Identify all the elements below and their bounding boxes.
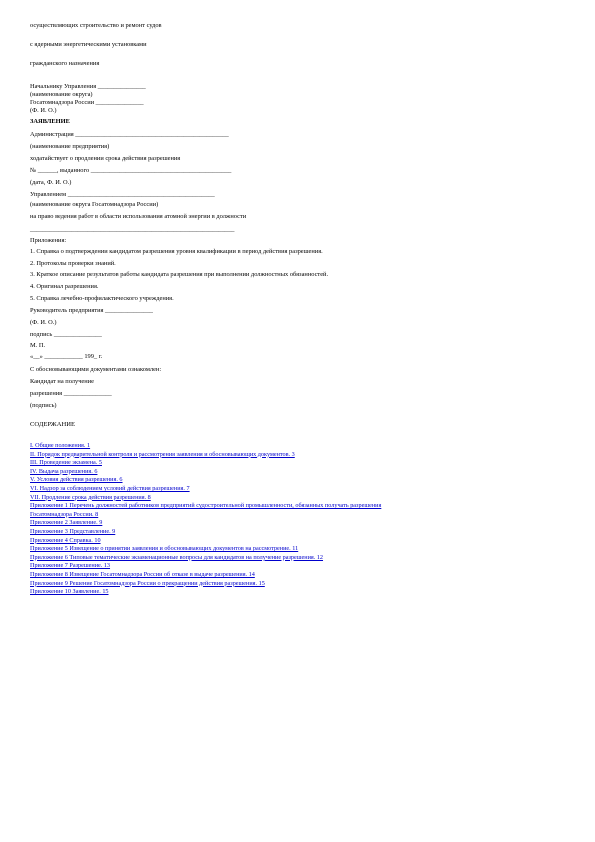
toc-link[interactable]: I. Общие положения. 1 bbox=[30, 442, 91, 449]
to-head: Начальнику Управления _______________ bbox=[30, 83, 146, 90]
toc-link[interactable]: III. Проведение экзамена. 5 bbox=[30, 459, 102, 467]
toc-link[interactable]: Приложение 4 Справка. 10 bbox=[30, 536, 101, 544]
permit-line: разрешения _______________ bbox=[30, 390, 112, 397]
position-underline: ________________________________________________________________ bbox=[30, 226, 235, 233]
department-hint: (наименование округа Госатомнадзора России) bbox=[30, 201, 159, 208]
toc-link[interactable]: Приложение 9 Решение Госатомнадзора России о прекращении действия разрешения. 15 bbox=[30, 579, 265, 587]
toc-link[interactable]: V. Условия действия разрешения. 6 bbox=[30, 476, 123, 484]
form-title: ЗАЯВЛЕНИЕ bbox=[30, 118, 70, 125]
toc-link[interactable]: Приложение 1 Перечень должностей работников предприятий судостроительной промышленности, обязанных получать разрешения bbox=[30, 502, 382, 510]
permit-number: № ______, выданного ____________________________________________ bbox=[30, 167, 232, 174]
right-text: на право ведения работ в области использования атомной энергии в должности bbox=[30, 213, 247, 220]
petition: ходатайствует о продлении срока действия разрешения bbox=[30, 155, 181, 162]
header-line-3: гражданского назначения bbox=[30, 60, 100, 67]
toc-link[interactable]: Приложение 5 Извещение о принятии заявления и обосновывающих документов на рассмотрение. 11 bbox=[30, 545, 299, 553]
permit-sign: (подпись) bbox=[30, 402, 57, 409]
appendix-item-3: 3. Краткое описание результатов работы кандидата разрешения при выполнении должностных обязанностей. bbox=[30, 271, 329, 278]
head-fio: (Ф. И. О.) bbox=[30, 319, 57, 326]
administration: Администрация ________________________________________________ bbox=[30, 131, 229, 138]
toc-link[interactable]: Приложение 6 Типовые тематические экзаменационные вопросы для кандидатов на получение разрешения. 12 bbox=[30, 553, 324, 561]
toc-link[interactable]: Приложение 2 Заявление. 9 bbox=[30, 519, 103, 527]
header-line-2: с ядерными энергетическими установками bbox=[30, 41, 147, 48]
header-line-1: осуществляющих строительство и ремонт судов bbox=[30, 22, 162, 29]
appendix-item-5: 5. Справка лечебно-профилактического учреждения. bbox=[30, 295, 174, 302]
appendix-title: Приложения: bbox=[30, 237, 67, 244]
appendix-item-4: 4. Оригинал разрешения. bbox=[30, 283, 99, 290]
appendix-item-2: 2. Протоколы проверки знаний. bbox=[30, 260, 116, 267]
toc-link[interactable]: VII. Продление срока действия разрешения. 8 bbox=[30, 493, 151, 501]
toc-link[interactable]: Приложение 3 Представление. 9 bbox=[30, 528, 116, 535]
toc-link[interactable]: Приложение 10 Заявление. 15 bbox=[30, 588, 109, 596]
head-enterprise: Руководитель предприятия _______________ bbox=[30, 307, 153, 314]
toc-title: СОДЕРЖАНИЕ bbox=[30, 421, 76, 428]
date-line: «__» ____________ 199_ г. bbox=[30, 353, 103, 360]
to-head-hint: (наименование округа) bbox=[30, 91, 93, 98]
toc-link[interactable]: II. Порядок предварительной контроля и рассмотрения заявления и обосновывающих документов. 3 bbox=[30, 450, 295, 458]
candidate: Кандидат на получение bbox=[30, 378, 94, 385]
toc-link[interactable]: Приложение 8 Извещение Госатомнадзора России об отказе в выдаче разрешения. 14 bbox=[30, 571, 255, 578]
administration-hint: (наименование предприятия) bbox=[30, 143, 110, 150]
date-fio: (дата, Ф. И. О.) bbox=[30, 179, 72, 186]
gosatomnadzor: Госатомнадзора России _______________ bbox=[30, 99, 144, 106]
toc-link[interactable]: Госатомнадзора России. 8 bbox=[30, 510, 99, 518]
appendix-item-1: 1. Справка о подтверждении кандидатом разрешения уровня квалификации в период действия разрешения. bbox=[30, 248, 323, 255]
toc-link[interactable]: Приложение 7 Разрешение. 13 bbox=[30, 562, 111, 570]
toc-link[interactable]: VI. Надзор за соблюдением условий действия разрешения. 7 bbox=[30, 485, 190, 492]
stamp: М. П. bbox=[30, 342, 46, 349]
acquainted: С обосновывающими документами ознакомлен: bbox=[30, 366, 162, 373]
gosatomnadzor-fio: (Ф. И. О.) bbox=[30, 107, 57, 114]
department: Управлением ______________________________________________ bbox=[30, 191, 215, 198]
signature-line: подпись _______________ bbox=[30, 331, 102, 338]
toc-link[interactable]: IV. Выдача разрешения. 6 bbox=[30, 467, 98, 475]
